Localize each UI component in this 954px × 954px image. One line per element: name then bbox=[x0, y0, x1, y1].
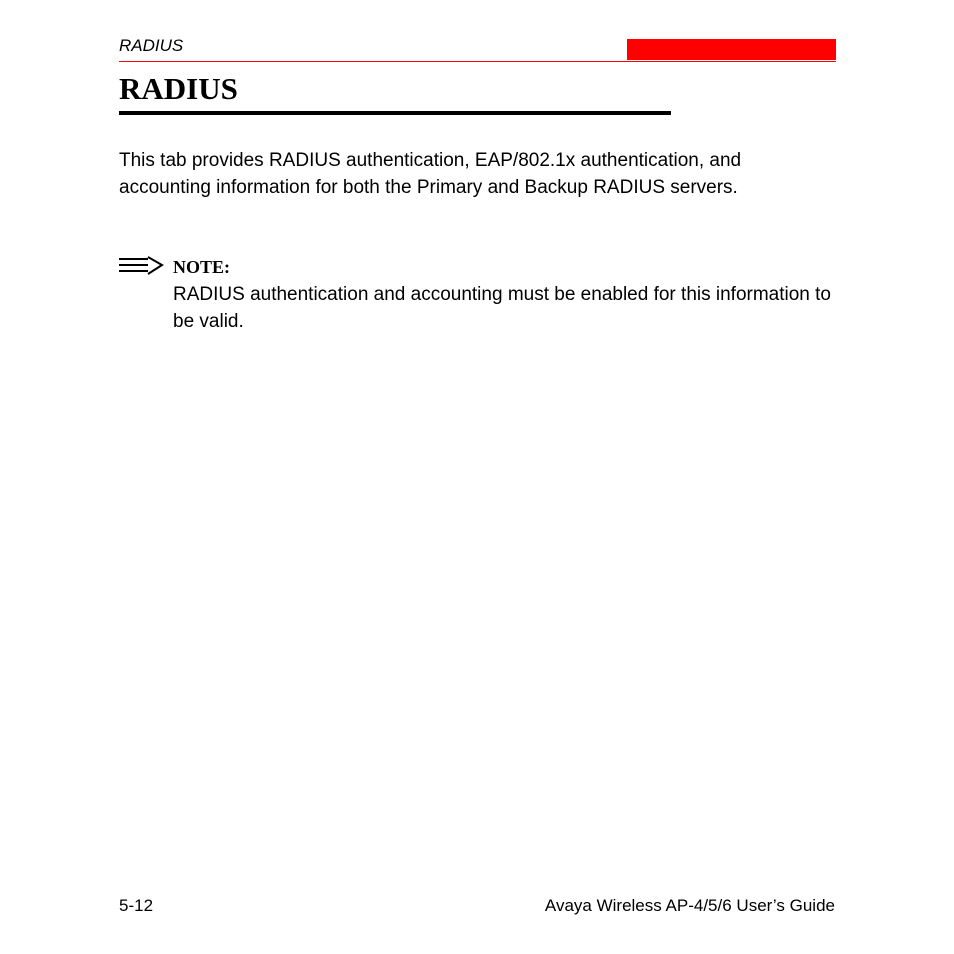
title-underline bbox=[119, 111, 671, 115]
header-rule bbox=[119, 61, 836, 62]
guide-title: Avaya Wireless AP-4/5/6 User’s Guide bbox=[544, 896, 835, 915]
note-arrow-icon bbox=[118, 256, 166, 276]
section-title: RADIUS bbox=[119, 71, 238, 106]
note-text: RADIUS authentication and accounting must be enabled for this information to be valid. bbox=[173, 284, 831, 332]
header-accent-bar bbox=[627, 39, 836, 60]
section-body-text: This tab provides RADIUS authentication, EAP/802.1x authentication, and accounting information for both the Primary and Backup RADIUS servers. bbox=[119, 150, 742, 198]
running-header-title: RADIUS bbox=[119, 36, 184, 55]
note-label: NOTE: bbox=[173, 257, 231, 277]
page-number: 5-12 bbox=[119, 896, 154, 915]
